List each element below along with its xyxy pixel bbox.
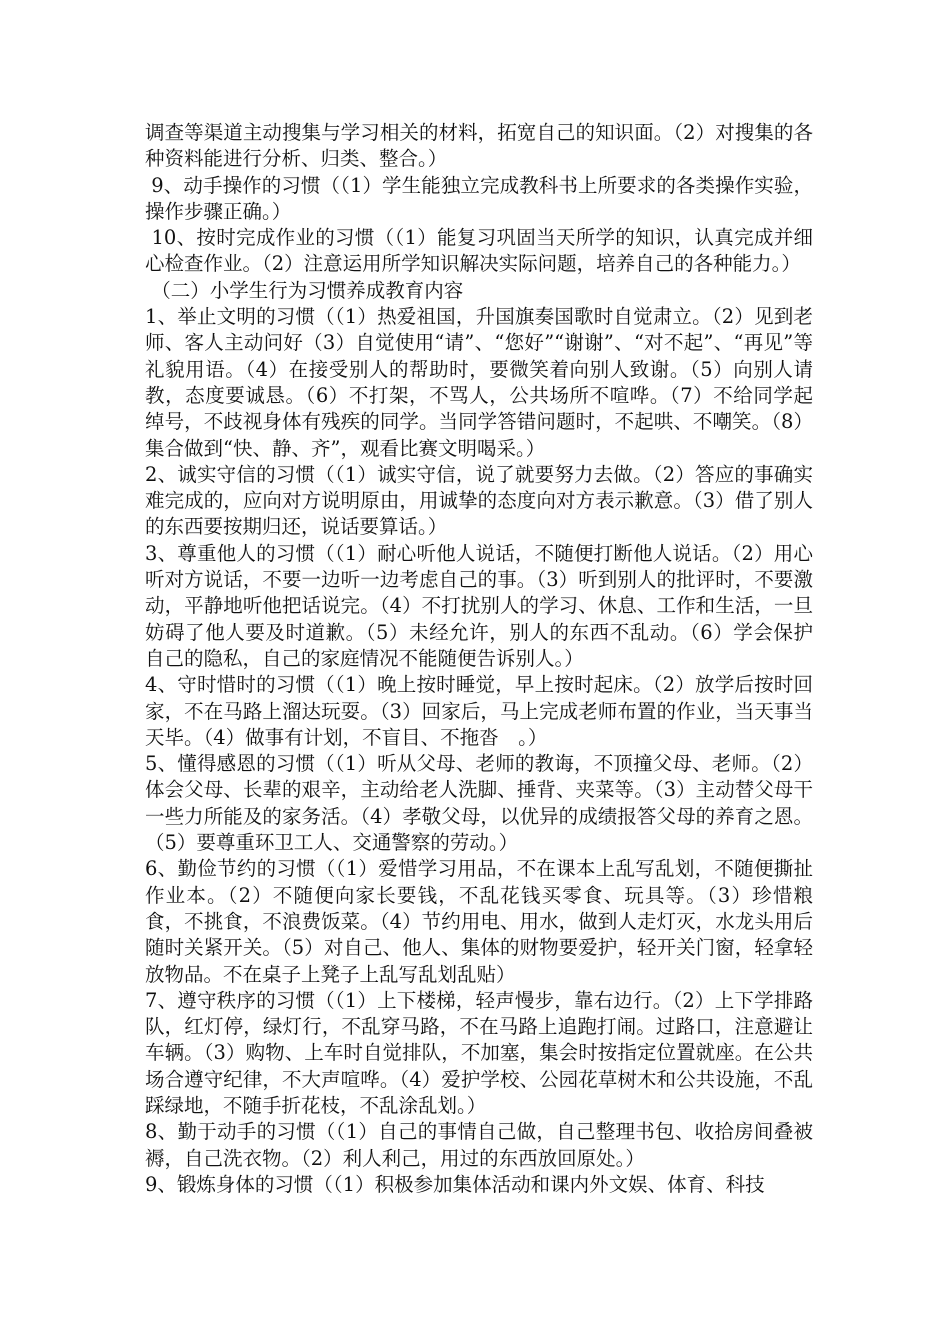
paragraph-respect-others: 3、尊重他人的习惯（（1）耐心听他人说话，不随便打断他人说话。（2）用心听对方说话，不要一边听一边考虑自己的事。（3）听到别人的批评时，不要激动，平静地听他把话说完。（4）不打扰别人的学习、休息、工作和生活，一旦妨碍了他人要及时道歉。（5）未经允许，别人的东西不乱动。（6）学会保护自己的隐私，自己的家庭情况不能随便告诉别人。） [145, 541, 813, 670]
paragraph-exercise: 9、锻炼身体的习惯（（1）积极参加集体活动和课内外文娱、体育、科技 [145, 1172, 765, 1196]
paragraph-hands-on-habit: 9、动手操作的习惯（（1）学生能独立完成教科书上所要求的各类操作实验，操作步骤正确。） [145, 173, 813, 223]
paragraph-punctuality: 4、守时惜时的习惯（（1）晚上按时睡觉，早上按时起床。（2）放学后按时回家，不在马路上溜达玩耍。（3）回家后，马上完成老师布置的作业，当天事当天毕。（4）做事有计划，不盲目、不拖沓 。） [145, 673, 813, 749]
paragraph-gratitude: 5、懂得感恩的习惯（（1）听从父母、老师的教诲，不顶撞父母、老师。（2）体会父母、长辈的艰辛，主动给老人洗脚、捶背、夹菜等。（3）主动替父母干一些力所能及的家务活。（4）孝敬父母，以优异的成绩报答父母的养育之恩。（5）要尊重环卫工人、交通警察的劳动。） [145, 752, 813, 855]
paragraph-thrift: 6、勤俭节约的习惯（（1）爱惜学习用品，不在课本上乱写乱划，不随便撕扯作业本。（2）不随便向家长要钱，不乱花钱买零食、玩具等。（3）珍惜粮食，不挑食，不浪费饭菜。（4）节约用电、用水，做到人走灯灭，水龙头用后随时关紧开关。（5）对自己、他人、集体的财物要爱护，轻开关门窗，轻拿轻放物品。不在桌子上凳子上乱写乱划乱贴） [145, 857, 813, 986]
paragraph-civilized-manners: 1、举止文明的习惯（（1）热爱祖国，升国旗奏国歌时自觉肃立。（2）见到老师、客人主动问好（3）自觉使用“请”、“您好”“谢谢”、“对不起”、“再见”等礼貌用语。（4）在接受别人的帮助时，要微笑着向别人致谢。（5）向别人请教，态度要诚恳。（6）不打架，不骂人，公共场所不喧哗。（7）不给同学起绰号，不歧视身体有残疾的同学。当同学答错问题时，不起哄、不嘲笑。（8）集合做到“快、静、齐”，观看比赛文明喝采。） [145, 305, 813, 460]
paragraph-honesty: 2、诚实守信的习惯（（1）诚实守信，说了就要努力去做。（2）答应的事确实难完成的，应向对方说明原由，用诚挚的态度向对方表示歉意。（3）借了别人的东西要按期归还，说话要算话。） [145, 462, 813, 539]
paragraph-order: 7、遵守秩序的习惯（（1）上下楼梯，轻声慢步，靠右边行。（2）上下学排路队，红灯停，绿灯行，不乱穿马路，不在马路上追跑打闹。过路口，注意避让车辆。（3）购物、上车时自觉排队，不加塞，集会时按指定位置就座。在公共场合遵守纪律，不大声喧哗。（4）爱护学校、公园花草树木和公共设施，不乱踩绿地，不随手折花枝，不乱涂乱划。） [145, 988, 813, 1117]
document-page [145, 120, 813, 1198]
section-heading-behavior-habits: （二）小学生行为习惯养成教育内容 [145, 278, 464, 302]
paragraph-homework-habit: 10、按时完成作业的习惯（（1）能复习巩固当天所学的知识，认真完成并细心检查作业。（2）注意运用所学知识解决实际问题，培养自己的各种能力。） [145, 226, 813, 276]
paragraph-hands-on-work: 8、勤于动手的习惯（（1）自己的事情自己做，自己整理书包、收拾房间叠被褥，自己洗衣物。（2）利人利己，用过的东西放回原处。） [145, 1120, 813, 1170]
paragraph-info-collection-cont: 调查等渠道主动搜集与学习相关的材料，拓宽自己的知识面。（2）对搜集的各种资料能进行分析、归类、整合。） [145, 121, 813, 171]
